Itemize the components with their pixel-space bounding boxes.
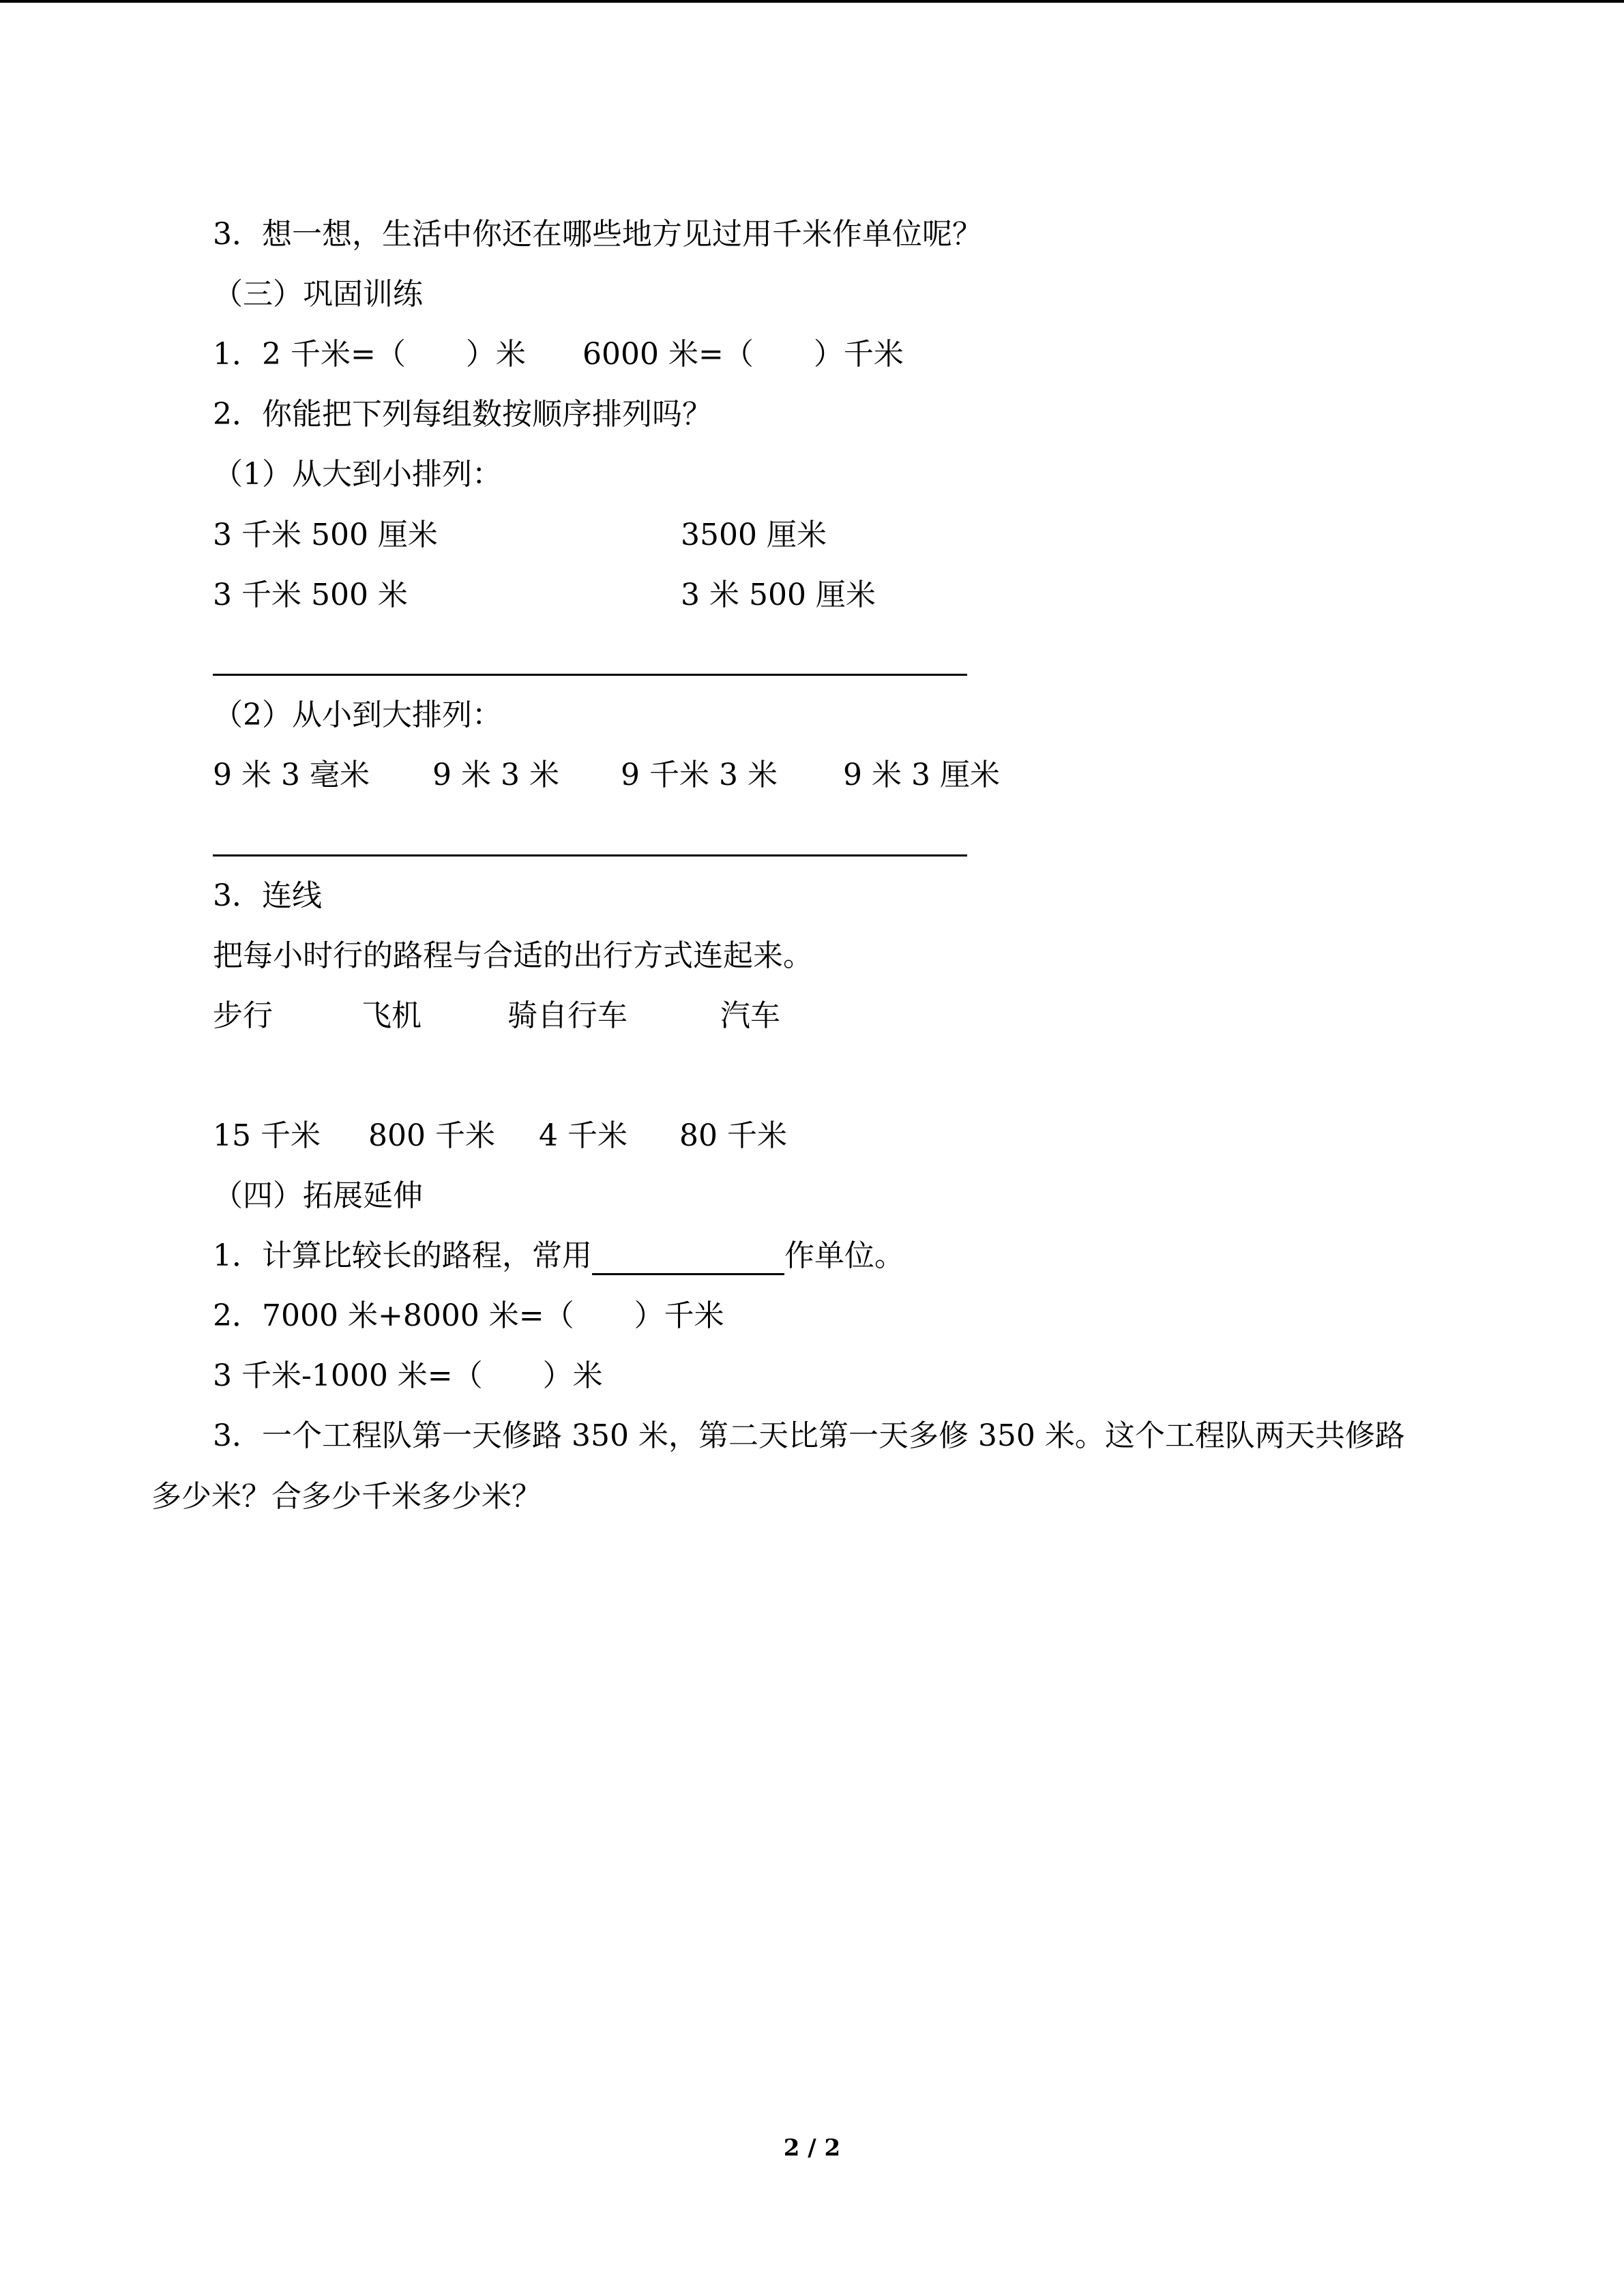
distances-row (213, 1117, 1031, 1155)
exercise-1-row (213, 336, 1031, 374)
section-heading-consolidation: （三）巩固训练 (213, 277, 423, 312)
group-1-row-1 (213, 516, 1031, 554)
extension-3-line-2: 多少米？合多少千米多少米？ (151, 1479, 542, 1514)
extension-2-line-2: 3 千米-1000 米=（ ）米 (213, 1358, 603, 1393)
group-1-row-2 (213, 576, 1031, 614)
distance-item[interactable]: 80 千米 (679, 1118, 787, 1153)
exercise-1-part-a: 1．2 千米=（ ）米 (213, 337, 526, 372)
group-2-item: 9 米 3 米 (432, 758, 559, 792)
extension-3-line-1: 3．一个工程队第一天修路 350 米，第二天比第一天多修 350 米。这个工程队两天共修路 (213, 1418, 1405, 1453)
answer-line-1[interactable] (213, 674, 967, 676)
extension-2-line-1: 2．7000 米+8000 米=（ ）千米 (213, 1298, 724, 1333)
group-1-item: 3500 厘米 (681, 518, 827, 552)
question-think: 3．想一想，生活中你还在哪些地方见过用千米作单位呢？ (213, 217, 982, 252)
travel-modes-row (213, 997, 1031, 1035)
fill-in-blank[interactable] (592, 1240, 784, 1275)
travel-mode[interactable]: 骑自行车 (507, 998, 628, 1033)
exercise-2-subtitle-1: （1）从大到小排列： (213, 457, 502, 492)
travel-mode[interactable]: 汽车 (720, 998, 780, 1033)
distance-item[interactable]: 4 千米 (539, 1118, 628, 1153)
group-2-row (213, 756, 1168, 794)
distance-item[interactable]: 15 千米 (213, 1118, 321, 1153)
page-top-border (0, 0, 1624, 3)
section-heading-extension: （四）拓展延伸 (213, 1178, 423, 1213)
group-2-item: 9 千米 3 米 (621, 758, 778, 792)
group-1-item: 3 千米 500 厘米 (213, 518, 438, 552)
extension-1-after: 作单位。 (784, 1238, 904, 1273)
exercise-1-part-b: 6000 米=（ ）千米 (582, 337, 904, 372)
exercise-2-title: 2．你能把下列每组数按顺序排列吗？ (213, 397, 712, 432)
extension-1 (213, 1237, 904, 1275)
exercise-3-title: 3．连线 (213, 878, 322, 913)
distance-item[interactable]: 800 千米 (368, 1118, 495, 1153)
page-number: 2 / 2 (783, 2134, 841, 2162)
extension-1-before: 1．计算比较长的路程，常用 (213, 1238, 592, 1273)
exercise-2-subtitle-2: （2）从小到大排列： (213, 698, 502, 732)
group-2-item: 9 米 3 毫米 (213, 758, 370, 792)
group-1-item: 3 千米 500 米 (213, 578, 408, 612)
group-2-item: 9 米 3 厘米 (843, 758, 1000, 792)
travel-mode[interactable]: 飞机 (361, 998, 422, 1033)
answer-line-2[interactable] (213, 854, 967, 856)
travel-mode[interactable]: 步行 (213, 998, 273, 1033)
group-1-item: 3 米 500 厘米 (681, 578, 876, 612)
exercise-3-instruction: 把每小时行的路程与合适的出行方式连起来。 (213, 938, 813, 973)
